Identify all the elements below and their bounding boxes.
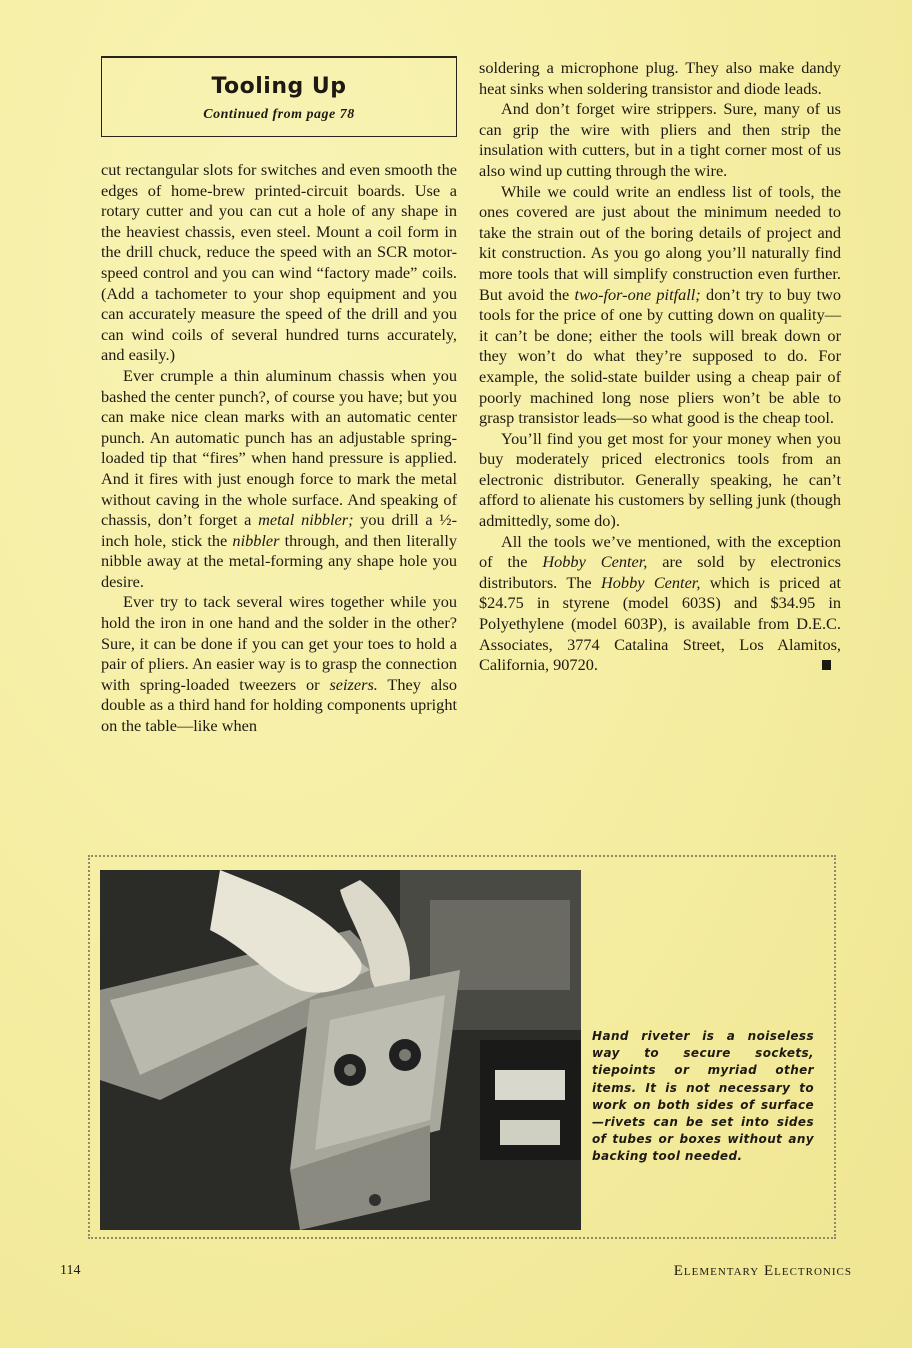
paragraph: While we could write an endless list of tools, the ones covered are just about the minimum needed to take the strain out of the boring details of project and kit construction. As you go along you’ll naturally find more tools that will simplify construction even further. But avoid the two-for-one pitfall; don’t try to buy two tools for the price of one by cutting down on quality—it can’t be done; either the tools will break down or they won’t do what they’re supposed to do. For example, the solid-state builder using a cheap pair of poorly machined long nose pliers won’t be able to grasp transistor leads—so what good is the cheap tool. bbox=[479, 181, 841, 428]
emphasis: Hobby Center, bbox=[542, 552, 648, 572]
emphasis: Hobby Center, bbox=[601, 572, 701, 592]
paragraph: All the tools we’ve mentioned, with the exception of the Hobby Center, are sold by electronics distributors. The Hobby Center, which is priced at $24.75 in styrene (model 603S) and $34.95 in Polyethylene (model 603P), is available from D.E.C. Associates, 3774 Catalina Street, Los Alamitos, California, 90720. bbox=[479, 531, 842, 675]
paragraph: cut rectangular slots for switches and even smooth the edges of home-brew printed-circuit boards. Use a rotary cutter and you can cut a hole of any shape in the heaviest chassis, even steel. Mount a coil form in the drill chuck, reduce the speed with an SCR motor-speed control and you can wind “factory made” coils. (Add a tachometer to your shop equipment and you can accurately measure the speed of the drill and you can wind coils of several hundred turns accurately, and easily.) bbox=[101, 160, 457, 365]
page-number: 114 bbox=[60, 1263, 81, 1278]
paragraph: You’ll find you get most for your money when you buy moderately priced electronics tools from an electronic distributor. Generally speaking, he can’t afford to alienate his customers by selling junk (though admittedly, some do). bbox=[479, 428, 841, 531]
hand-riveter-photo bbox=[100, 870, 581, 1230]
emphasis: seizers. bbox=[329, 674, 378, 694]
article-title: Tooling Up bbox=[211, 74, 347, 99]
right-column bbox=[479, 58, 841, 676]
magazine-name: Elementary Electronics bbox=[673, 1263, 852, 1279]
end-of-article-mark bbox=[822, 660, 831, 670]
paragraph: Ever try to tack several wires together while you hold the iron in one hand and the solder in the other? Sure, it can be done if you can get your toes to hold a pair of pliers. An easier way is to grasp the connection with spring-loaded tweezers or seizers. They also double as a third hand for holding components upright on the table—like when bbox=[101, 592, 457, 736]
article-continuation-note: Continued from page 78 bbox=[203, 107, 355, 122]
paragraph: And don’t forget wire strippers. Sure, many of us can grip the wire with pliers and then strip the insulation with cutters, but in a tight corner most of us also wind up cutting through the wire. bbox=[479, 99, 841, 180]
article-header-box bbox=[101, 56, 457, 137]
emphasis: metal nibbler; bbox=[258, 510, 354, 530]
paragraph: soldering a microphone plug. They also make dandy heat sinks when soldering transistor and diode leads. bbox=[479, 58, 841, 98]
paragraph: Ever crumple a thin aluminum chassis when you bashed the center punch?, of course you have; but you can make nice clean marks with an automatic center punch. An automatic punch has an adjustable spring-loaded tip that “fires” when hand pressure is applied. And it fires with just enough force to mark the metal without caving in the whole surface. And speaking of chassis, don’t forget a metal nibbler; you drill a ½-inch hole, stick the nibbler through, and then literally nibble away at the metal-forming any shape hole you desire. bbox=[101, 365, 457, 591]
emphasis: two-for-one pitfall; bbox=[574, 284, 701, 304]
photo-illustration bbox=[100, 870, 581, 1230]
emphasis: nibbler bbox=[232, 530, 280, 550]
left-column bbox=[101, 160, 457, 737]
photo-caption: Hand riveter is a noiseless way to secure sockets, tiepoints or myriad other items. It is not necessary to work on both sides of surface—rivets can be set into sides of tubes or boxes without any backing tool needed. bbox=[592, 1029, 814, 1164]
